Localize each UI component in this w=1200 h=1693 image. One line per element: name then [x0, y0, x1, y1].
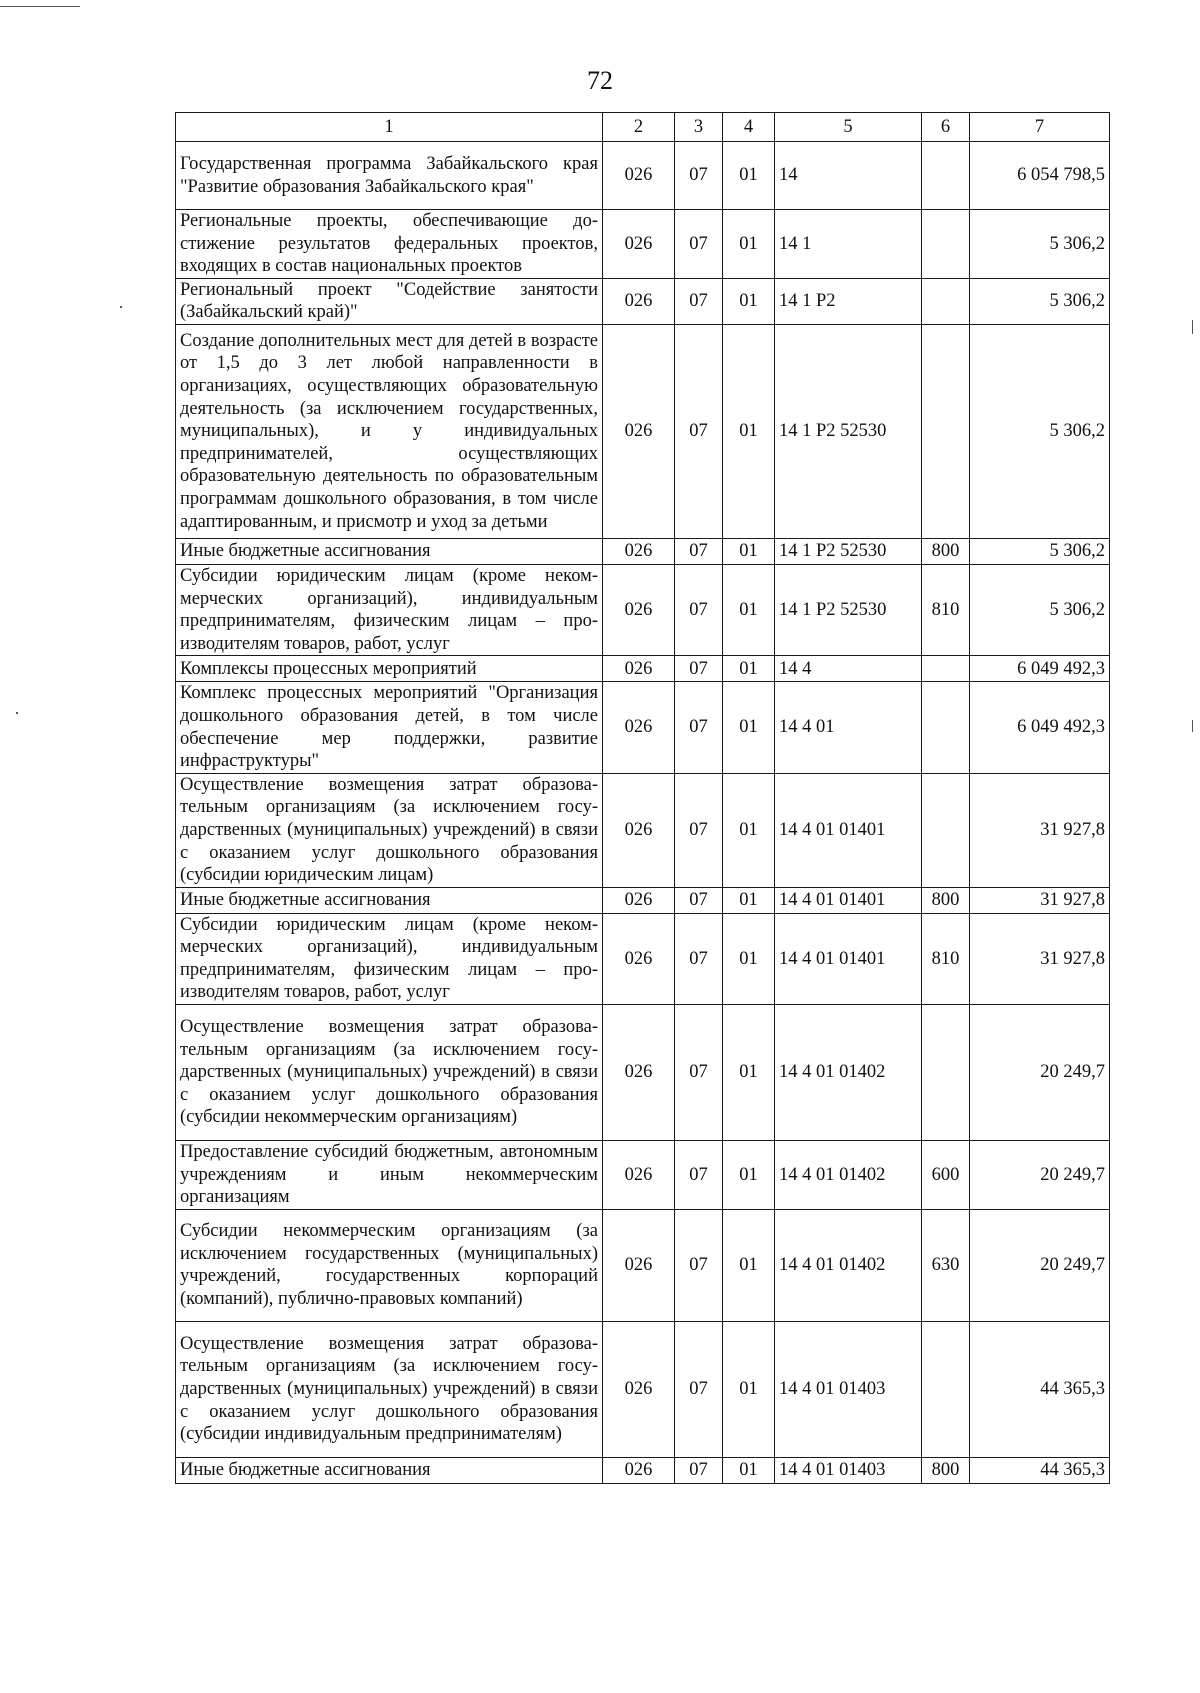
row-name-cell: Субсидии юридическим лицам (кроме некоммерческих организаций), индивидуальным предпринимателям, физическим лицам – производителям товаров, работ, услуг: [176, 564, 603, 655]
row-section-cell: 07: [675, 913, 723, 1004]
row-target-article-cell: 14 1 Р2 52530: [775, 538, 922, 564]
row-name-cell: Субсидии юридическим лицам (кроме некоммерческих организаций), индивидуальным предпринимателям, физическим лицам – производителям товаров, работ, услуг: [176, 913, 603, 1004]
row-grbs-cell: 026: [603, 773, 675, 887]
header-col-6: 6: [922, 113, 970, 142]
table-row: [176, 1321, 1110, 1457]
row-section-cell: 07: [675, 278, 723, 324]
row-subsection-cell: 01: [723, 913, 775, 1004]
row-name-cell: Осуществление возмещения затрат образовательным организациям (за исключением государственных (муниципальных) учреждений) в связи с оказанием услуг дошкольного образования (субсидии некоммерческим организациям): [176, 1005, 603, 1141]
row-expense-type-cell: 600: [922, 1141, 970, 1210]
row-target-article-cell: 14 4 01 01401: [775, 773, 922, 887]
row-sum-cell: 6 054 798,5: [970, 142, 1110, 210]
row-name-cell: Осуществление возмещения затрат образовательным организациям (за исключением государственных (муниципальных) учреждений) в связи с оказанием услуг дошкольного образования (субсидии юридическим лицам): [176, 773, 603, 887]
row-subsection-cell: 01: [723, 1209, 775, 1321]
row-expense-type-cell: [922, 656, 970, 682]
row-section-cell: 07: [675, 773, 723, 887]
table-body: [176, 142, 1110, 1484]
row-expense-type-cell: 810: [922, 913, 970, 1004]
row-sum-cell: 31 927,8: [970, 887, 1110, 913]
row-section-cell: 07: [675, 210, 723, 279]
row-expense-type-cell: [922, 682, 970, 773]
scan-mark-right: [1192, 320, 1193, 334]
row-sum-cell: 20 249,7: [970, 1005, 1110, 1141]
table-row: [176, 1209, 1110, 1321]
scan-mark-right-lower: [1192, 720, 1193, 732]
row-subsection-cell: 01: [723, 538, 775, 564]
row-subsection-cell: 01: [723, 773, 775, 887]
row-sum-cell: 20 249,7: [970, 1209, 1110, 1321]
row-grbs-cell: 026: [603, 887, 675, 913]
row-name-cell: Субсидии некоммерческим организациям (за исключением государственных (муниципальных) учреждений, государственных корпораций (компаний), публично-правовых компаний): [176, 1209, 603, 1321]
row-section-cell: 07: [675, 656, 723, 682]
row-grbs-cell: 026: [603, 278, 675, 324]
row-name-cell: Региональные проекты, обеспечивающие достижение результатов федеральных проектов, входящих в состав национальных проектов: [176, 210, 603, 279]
row-grbs-cell: 026: [603, 1457, 675, 1483]
page-number: 72: [587, 66, 613, 95]
table-row: [176, 538, 1110, 564]
table-row: [176, 1457, 1110, 1483]
row-name-cell: Предоставление субсидий бюджетным, автономным учреждениям и иным некоммерческим организациям: [176, 1141, 603, 1210]
row-expense-type-cell: [922, 1321, 970, 1457]
table-row: [176, 142, 1110, 210]
row-grbs-cell: 026: [603, 682, 675, 773]
row-expense-type-cell: [922, 773, 970, 887]
row-name-cell: Государственная программа Забайкальского края "Развитие образования Забайкальского края": [176, 142, 603, 210]
header-col-7: 7: [970, 113, 1110, 142]
row-name-cell: Создание дополнительных мест для детей в возрасте от 1,5 до 3 лет любой направленности в организациях, осуществляющих образовательную деятельность (за исключением государственных, муниципальных), и у индивидуальных предпринимателей, осуществляющих образовательную деятельность по образовательным программам дошкольного образования, в том числе адаптированным, и присмотр и уход за детьми: [176, 324, 603, 538]
row-grbs-cell: 026: [603, 324, 675, 538]
table-row: [176, 210, 1110, 279]
row-grbs-cell: 026: [603, 1321, 675, 1457]
row-target-article-cell: 14: [775, 142, 922, 210]
row-sum-cell: 5 306,2: [970, 564, 1110, 655]
header-row: [176, 113, 1110, 142]
row-target-article-cell: 14 4 01 01403: [775, 1321, 922, 1457]
row-section-cell: 07: [675, 1321, 723, 1457]
row-section-cell: 07: [675, 324, 723, 538]
row-subsection-cell: 01: [723, 887, 775, 913]
row-target-article-cell: 14 4 01 01402: [775, 1141, 922, 1210]
row-grbs-cell: 026: [603, 210, 675, 279]
row-expense-type-cell: [922, 142, 970, 210]
row-expense-type-cell: [922, 324, 970, 538]
row-expense-type-cell: 810: [922, 564, 970, 655]
row-sum-cell: 5 306,2: [970, 538, 1110, 564]
row-sum-cell: 5 306,2: [970, 210, 1110, 279]
row-section-cell: 07: [675, 142, 723, 210]
row-sum-cell: 31 927,8: [970, 773, 1110, 887]
row-target-article-cell: 14 4 01: [775, 682, 922, 773]
table-header: [176, 113, 1110, 142]
row-sum-cell: 20 249,7: [970, 1141, 1110, 1210]
row-subsection-cell: 01: [723, 682, 775, 773]
row-expense-type-cell: [922, 1005, 970, 1141]
row-sum-cell: 5 306,2: [970, 324, 1110, 538]
table-row: [176, 682, 1110, 773]
row-expense-type-cell: 630: [922, 1209, 970, 1321]
row-subsection-cell: 01: [723, 1457, 775, 1483]
row-section-cell: 07: [675, 538, 723, 564]
row-subsection-cell: 01: [723, 210, 775, 279]
row-target-article-cell: 14 1: [775, 210, 922, 279]
row-grbs-cell: 026: [603, 1141, 675, 1210]
row-section-cell: 07: [675, 1209, 723, 1321]
budget-table: [175, 112, 1110, 1484]
table-row: [176, 324, 1110, 538]
row-name-cell: Иные бюджетные ассигнования: [176, 887, 603, 913]
row-grbs-cell: 026: [603, 564, 675, 655]
row-subsection-cell: 01: [723, 1005, 775, 1141]
row-target-article-cell: 14 4 01 01402: [775, 1209, 922, 1321]
row-expense-type-cell: 800: [922, 1457, 970, 1483]
row-subsection-cell: 01: [723, 324, 775, 538]
row-grbs-cell: 026: [603, 1209, 675, 1321]
header-col-1: 1: [176, 113, 603, 142]
header-col-2: 2: [603, 113, 675, 142]
row-target-article-cell: 14 4 01 01401: [775, 887, 922, 913]
scan-mark-left-dot: [120, 306, 122, 308]
row-expense-type-cell: [922, 210, 970, 279]
row-name-cell: Региональный проект "Содействие занятости (Забайкальский край)": [176, 278, 603, 324]
row-name-cell: Комплекс процессных мероприятий "Организация дошкольного образования детей, в том числе обеспечение мер поддержки, развитие инфраструктуры": [176, 682, 603, 773]
row-expense-type-cell: 800: [922, 538, 970, 564]
scan-mark-top-left: [0, 6, 80, 7]
table-row: [176, 564, 1110, 655]
row-grbs-cell: 026: [603, 656, 675, 682]
row-grbs-cell: 026: [603, 142, 675, 210]
row-expense-type-cell: 800: [922, 887, 970, 913]
row-name-cell: Комплексы процессных мероприятий: [176, 656, 603, 682]
row-section-cell: 07: [675, 1005, 723, 1141]
row-target-article-cell: 14 4 01 01402: [775, 1005, 922, 1141]
table-row: [176, 656, 1110, 682]
row-subsection-cell: 01: [723, 564, 775, 655]
header-col-4: 4: [723, 113, 775, 142]
row-grbs-cell: 026: [603, 913, 675, 1004]
row-sum-cell: 6 049 492,3: [970, 682, 1110, 773]
row-sum-cell: 5 306,2: [970, 278, 1110, 324]
row-subsection-cell: 01: [723, 142, 775, 210]
table-row: [176, 887, 1110, 913]
row-expense-type-cell: [922, 278, 970, 324]
row-sum-cell: 44 365,3: [970, 1457, 1110, 1483]
row-target-article-cell: 14 4 01 01401: [775, 913, 922, 1004]
row-section-cell: 07: [675, 887, 723, 913]
row-sum-cell: 31 927,8: [970, 913, 1110, 1004]
row-section-cell: 07: [675, 682, 723, 773]
row-section-cell: 07: [675, 1457, 723, 1483]
row-name-cell: Иные бюджетные ассигнования: [176, 1457, 603, 1483]
table-row: [176, 278, 1110, 324]
row-target-article-cell: 14 4 01 01403: [775, 1457, 922, 1483]
row-target-article-cell: 14 1 Р2 52530: [775, 324, 922, 538]
row-section-cell: 07: [675, 1141, 723, 1210]
scan-mark-left-dot-2: [16, 712, 18, 714]
row-target-article-cell: 14 4: [775, 656, 922, 682]
row-target-article-cell: 14 1 Р2: [775, 278, 922, 324]
row-section-cell: 07: [675, 564, 723, 655]
row-grbs-cell: 026: [603, 538, 675, 564]
row-subsection-cell: 01: [723, 1141, 775, 1210]
table-row: [176, 773, 1110, 887]
row-name-cell: Иные бюджетные ассигнования: [176, 538, 603, 564]
table-row: [176, 1005, 1110, 1141]
header-col-5: 5: [775, 113, 922, 142]
row-sum-cell: 6 049 492,3: [970, 656, 1110, 682]
row-name-cell: Осуществление возмещения затрат образовательным организациям (за исключением государственных (муниципальных) учреждений) в связи с оказанием услуг дошкольного образования (субсидии индивидуальным предпринимателям): [176, 1321, 603, 1457]
row-subsection-cell: 01: [723, 656, 775, 682]
row-subsection-cell: 01: [723, 1321, 775, 1457]
header-col-3: 3: [675, 113, 723, 142]
row-target-article-cell: 14 1 Р2 52530: [775, 564, 922, 655]
row-sum-cell: 44 365,3: [970, 1321, 1110, 1457]
table-row: [176, 913, 1110, 1004]
row-subsection-cell: 01: [723, 278, 775, 324]
table-row: [176, 1141, 1110, 1210]
row-grbs-cell: 026: [603, 1005, 675, 1141]
